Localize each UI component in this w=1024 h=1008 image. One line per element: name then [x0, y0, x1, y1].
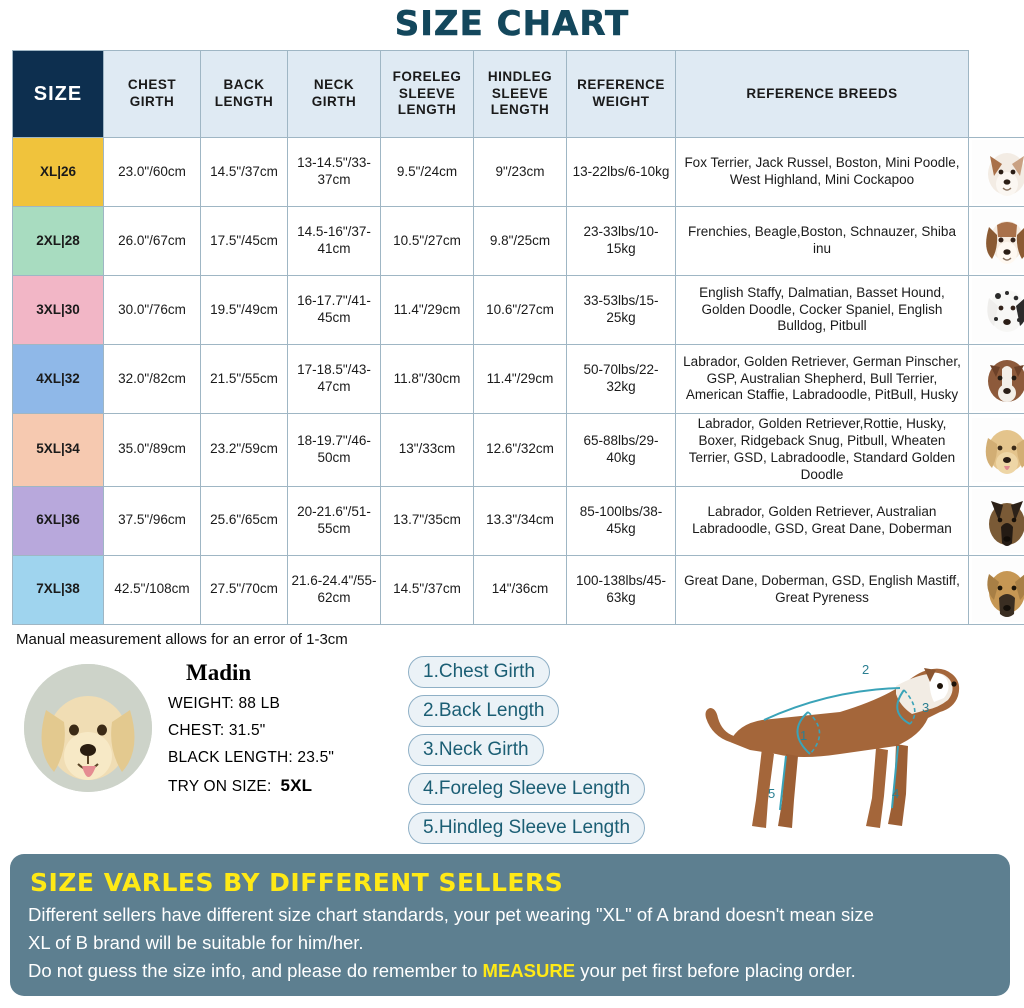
row-foreleg: 11.8"/30cm: [381, 345, 474, 414]
german-shepherd-photo: [972, 489, 1024, 553]
footer-notice: [10, 854, 1010, 996]
table-row: [13, 138, 1024, 207]
legend-item-back-length: 2.Back Length: [408, 695, 559, 727]
table-body: [13, 138, 1024, 625]
row-breeds: Labrador, Golden Retriever, German Pinscher, GSP, Australian Shepherd, Bull Terrier, American Staffie, Labradoodle, PitBull, Husky: [676, 345, 969, 414]
table-row: [13, 414, 1024, 487]
model-profile: [168, 660, 398, 805]
col-size: SIZE: [13, 51, 104, 138]
row-foreleg: 10.5"/27cm: [381, 207, 474, 276]
footer-line-1: Different sellers have different size chart standards, your pet wearing "XL" of A brand doesn't mean size: [28, 904, 874, 925]
row-chest: 42.5"/108cm: [104, 555, 201, 624]
col-breeds-label: REFERENCE BREEDS: [746, 85, 898, 101]
row-weight: 33-53lbs/15-25kg: [567, 276, 676, 345]
row-photo: [969, 486, 1024, 555]
col-chest-girth-label: CHEST GIRTH: [127, 77, 177, 109]
legend-item-neck-girth: 3.Neck Girth: [408, 734, 544, 766]
american-staffordshire-terrier-photo: [972, 347, 1024, 411]
diagram-marker-4: 4: [892, 785, 900, 801]
dog-measurement-diagram: [690, 650, 1010, 855]
row-back: 27.5"/70cm: [201, 555, 288, 624]
row-hindleg: 12.6"/32cm: [474, 414, 567, 487]
row-hindleg: 9.8"/25cm: [474, 207, 567, 276]
row-weight: 65-88lbs/29-40kg: [567, 414, 676, 487]
row-neck: 16-17.7"/41-45cm: [288, 276, 381, 345]
row-weight: 85-100lbs/38-45kg: [567, 486, 676, 555]
diagram-marker-5: 5: [768, 785, 776, 801]
row-neck: 18-19.7"/46-50cm: [288, 414, 381, 487]
legend-item-hindleg-sleeve-length: 5.Hindleg Sleeve Length: [408, 812, 645, 844]
row-neck: 21.6-24.4"/55-62cm: [288, 555, 381, 624]
row-foreleg: 13.7"/35cm: [381, 486, 474, 555]
size-chart-table: [12, 50, 1024, 625]
row-neck: 20-21.6"/51-55cm: [288, 486, 381, 555]
col-reference-breeds: [676, 51, 969, 138]
col-hindleg-label: HINDLEG SLEEVE LENGTH: [487, 68, 553, 118]
table-row: [13, 555, 1024, 624]
row-breeds: Great Dane, Doberman, GSD, English Mastiff, Great Pyreness: [676, 555, 969, 624]
footer-line-3-pre: Do not guess the size info, and please do remember to: [28, 960, 483, 982]
col-foreleg-sleeve-length: [381, 51, 474, 138]
diagram-marker-2: 2: [862, 661, 870, 677]
golden-retriever-avatar-icon: [24, 664, 152, 792]
row-size: 4XL|32: [13, 345, 104, 414]
labrador-retriever-photo: [972, 418, 1024, 482]
row-back: 23.2"/59cm: [201, 414, 288, 487]
row-chest: 23.0"/60cm: [104, 138, 201, 207]
row-breeds: English Staffy, Dalmatian, Basset Hound, Golden Doodle, Cocker Spaniel, English Bulldog, Pitbull: [676, 276, 969, 345]
row-weight: 13-22lbs/6-10kg: [567, 138, 676, 207]
avatar: [24, 664, 152, 792]
table-row: [13, 486, 1024, 555]
col-back-length: [201, 51, 288, 138]
row-foreleg: 11.4"/29cm: [381, 276, 474, 345]
row-photo: [969, 414, 1024, 487]
model-black-length: BLACK LENGTH: 23.5": [168, 748, 335, 766]
col-neck-girth: [288, 51, 381, 138]
row-hindleg: 11.4"/29cm: [474, 345, 567, 414]
footer-line-3: [28, 959, 992, 983]
footer-line-2: XL of B brand will be suitable for him/her.: [28, 932, 364, 954]
col-reference-weight: [567, 51, 676, 138]
col-hindleg-sleeve-length: [474, 51, 567, 138]
beagle-photo: [972, 209, 1024, 273]
row-size: 5XL|34: [13, 414, 104, 487]
model-weight: WEIGHT: 88 LB: [168, 694, 280, 712]
table-header-row: [13, 51, 1024, 138]
row-photo: [969, 207, 1024, 276]
diagram-marker-3: 3: [922, 699, 930, 715]
footer-heading: SIZE VARLES BY DIFFERENT SELLERS: [30, 868, 564, 897]
row-size: 2XL|28: [13, 207, 104, 276]
row-foreleg: 13"/33cm: [381, 414, 474, 487]
row-size: 7XL|38: [13, 555, 104, 624]
row-hindleg: 14"/36cm: [474, 555, 567, 624]
row-size: 6XL|36: [13, 486, 104, 555]
legend-item-foreleg-sleeve-length: 4.Foreleg Sleeve Length: [408, 773, 645, 805]
row-neck: 17-18.5"/43-47cm: [288, 345, 381, 414]
model-chest: CHEST: 31.5": [168, 721, 266, 739]
row-breeds: Labrador, Golden Retriever,Rottie, Husky, Boxer, Ridgeback Snug, Pitbull, Wheaten Terrier, GSD, Labradoodle, Standard Golden Doodle: [676, 414, 969, 487]
row-chest: 35.0"/89cm: [104, 414, 201, 487]
col-back-length-label: BACK LENGTH: [214, 77, 274, 109]
try-on-value: 5XL: [280, 775, 313, 795]
table-row: [13, 207, 1024, 276]
row-neck: 13-14.5"/33-37cm: [288, 138, 381, 207]
diagram-marker-1: 1: [800, 727, 808, 743]
col-neck-girth-label: NECK GIRTH: [311, 77, 357, 109]
legend-item-chest-girth: 1.Chest Girth: [408, 656, 550, 688]
row-foreleg: 9.5"/24cm: [381, 138, 474, 207]
row-breeds: Fox Terrier, Jack Russel, Boston, Mini Poodle, West Highland, Mini Cockapoo: [676, 138, 969, 207]
row-foreleg: 14.5"/37cm: [381, 555, 474, 624]
col-foreleg-label: FORELEG SLEEVE LENGTH: [392, 68, 462, 118]
page-title: SIZE CHART: [394, 4, 630, 44]
row-back: 21.5"/55cm: [201, 345, 288, 414]
footer-measure-highlight: MEASURE: [482, 960, 576, 982]
row-neck: 14.5-16"/37-41cm: [288, 207, 381, 276]
row-breeds: Frenchies, Beagle,Boston, Schnauzer, Shiba inu: [676, 207, 969, 276]
row-hindleg: 9"/23cm: [474, 138, 567, 207]
model-name: Madin: [186, 659, 252, 685]
row-breeds: Labrador, Golden Retriever, Australian Labradoodle, GSD, Great Dane, Doberman: [676, 486, 969, 555]
row-back: 17.5"/45cm: [201, 207, 288, 276]
row-size: 3XL|30: [13, 276, 104, 345]
table-row: [13, 276, 1024, 345]
row-back: 19.5"/49cm: [201, 276, 288, 345]
model-try-on-size: [168, 776, 398, 796]
great-dane-photo: [972, 558, 1024, 622]
col-weight-label: REFERENCE WEIGHT: [577, 77, 665, 109]
row-photo: [969, 345, 1024, 414]
row-hindleg: 10.6"/27cm: [474, 276, 567, 345]
row-weight: 23-33lbs/10-15kg: [567, 207, 676, 276]
row-photo: [969, 138, 1024, 207]
row-photo: [969, 276, 1024, 345]
model-section: [0, 650, 1024, 860]
row-chest: 32.0"/82cm: [104, 345, 201, 414]
row-hindleg: 13.3"/34cm: [474, 486, 567, 555]
row-weight: 50-70lbs/22-32kg: [567, 345, 676, 414]
footer-line-3-post: your pet first before placing order.: [575, 960, 856, 982]
measurement-note: Manual measurement allows for an error of 1-3cm: [16, 630, 348, 648]
try-on-label: TRY ON SIZE:: [168, 777, 272, 795]
dalmatian-photo: [972, 278, 1024, 342]
col-chest-girth: [104, 51, 201, 138]
col-photo: [969, 51, 1024, 138]
row-chest: 30.0"/76cm: [104, 276, 201, 345]
row-back: 14.5"/37cm: [201, 138, 288, 207]
jack-russell-terrier-photo: [972, 140, 1024, 204]
table-row: [13, 345, 1024, 414]
row-back: 25.6"/65cm: [201, 486, 288, 555]
measurement-legend: [408, 656, 688, 851]
row-chest: 37.5"/96cm: [104, 486, 201, 555]
table-header: [13, 51, 1024, 138]
row-photo: [969, 555, 1024, 624]
row-size: XL|26: [13, 138, 104, 207]
row-weight: 100-138lbs/45-63kg: [567, 555, 676, 624]
row-chest: 26.0"/67cm: [104, 207, 201, 276]
